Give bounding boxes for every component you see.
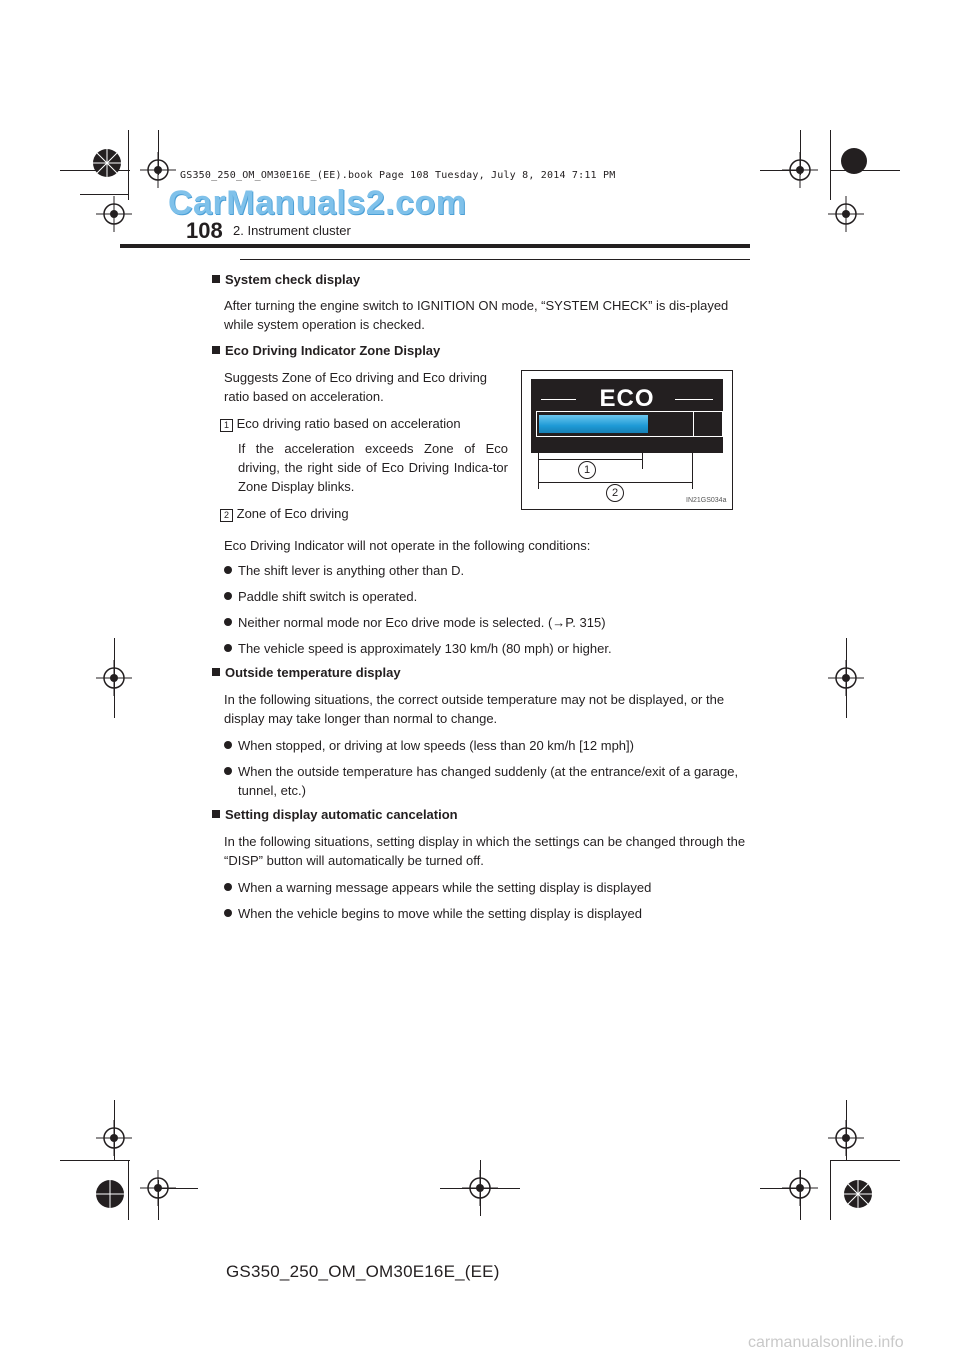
page-number: 108	[186, 218, 223, 243]
bullet-icon	[224, 644, 232, 652]
list-item: Neither normal mode nor Eco drive mode is selected. (→P. 315)	[224, 613, 606, 632]
callout-2-icon: 2	[606, 484, 624, 502]
footer-watermark: carmanualsonline.info	[748, 1334, 904, 1351]
eco-item-1: 1 Eco driving ratio based on acceleration	[220, 414, 461, 433]
bullet-icon	[224, 566, 232, 574]
watermark-logo: CarManuals2.com	[168, 184, 467, 222]
list-item: The vehicle speed is approximately 130 km/h (80 mph) or higher.	[224, 639, 612, 658]
registration-target-icon	[838, 1174, 878, 1214]
list-item: When the outside temperature has changed suddenly (at the entrance/exit of a garage, tunnel, etc.)	[224, 762, 752, 800]
section-title: 2. Instrument cluster	[233, 223, 351, 238]
registration-dot-icon	[836, 143, 872, 179]
crosshair-icon	[782, 152, 818, 188]
crosshair-icon	[828, 660, 864, 696]
outside-temp-body: In the following situations, the correct outside temperature may not be displayed, or the display may take longer than normal to change.	[224, 692, 725, 726]
list-item: When a warning message appears while the setting display is displayed	[224, 878, 651, 897]
registration-target-icon	[87, 143, 127, 183]
list-item: Paddle shift switch is operated.	[224, 587, 417, 606]
book-info: GS350_250_OM_OM30E16E_(EE).book Page 108 Tuesday, July 8, 2014 7:11 PM	[180, 170, 616, 181]
eco-intro: Suggests Zone of Eco driving and Eco driving ratio based on acceleration.	[224, 370, 488, 404]
crosshair-icon	[140, 1170, 176, 1206]
eco-conditions-intro: Eco Driving Indicator will not operate in the following conditions:	[224, 538, 591, 553]
crosshair-icon	[96, 196, 132, 232]
crosshair-icon	[96, 1120, 132, 1156]
eco-display-screen	[531, 379, 723, 453]
crosshair-icon	[96, 660, 132, 696]
registration-target-icon	[90, 1174, 130, 1214]
heading-auto-cancel: Setting display automatic cancelation	[212, 807, 458, 822]
crosshair-icon	[782, 1170, 818, 1206]
crosshair-icon	[140, 152, 176, 188]
heading-eco-indicator: Eco Driving Indicator Zone Display	[212, 343, 440, 358]
bullet-icon	[224, 741, 232, 749]
eco-item-2: 2 Zone of Eco driving	[220, 504, 349, 523]
auto-cancel-body: In the following situations, setting display in which the settings can be changed through the “DISP” button will automatically be turned off.	[224, 834, 746, 868]
figure-id: IN21GS034a	[686, 497, 727, 504]
bullet-icon	[224, 767, 232, 775]
bullet-icon	[224, 909, 232, 917]
eco-indicator-figure	[521, 370, 733, 510]
callout-1-icon: 1	[578, 461, 596, 479]
list-item: When stopped, or driving at low speeds (less than 20 km/h [12 mph])	[224, 736, 634, 755]
header-rule-thin	[240, 259, 750, 260]
callout-number-1: 1	[220, 419, 233, 432]
eco-zone-frame	[536, 411, 723, 437]
square-bullet-icon	[212, 346, 220, 354]
footer-code: GS350_250_OM_OM30E16E_(EE)	[226, 1262, 500, 1281]
square-bullet-icon	[212, 275, 220, 283]
crosshair-icon	[828, 1120, 864, 1156]
square-bullet-icon	[212, 668, 220, 676]
header-rule	[120, 244, 750, 248]
bullet-icon	[224, 618, 232, 626]
crosshair-icon	[462, 1170, 498, 1206]
bullet-icon	[224, 592, 232, 600]
square-bullet-icon	[212, 810, 220, 818]
callout-number-2: 2	[220, 509, 233, 522]
eco-ratio-bar	[539, 415, 648, 433]
eco-item-1-detail: If the acceleration exceeds Zone of Eco driving, the right side of Eco Driving Indica-tor Zone Display blinks.	[238, 441, 508, 494]
list-item: When the vehicle begins to move while the setting display is displayed	[224, 904, 642, 923]
system-check-body: After turning the engine switch to IGNITION ON mode, “SYSTEM CHECK” is dis-played while system operation is checked.	[224, 298, 729, 332]
heading-system-check: System check display	[212, 272, 360, 287]
heading-outside-temp: Outside temperature display	[212, 665, 401, 680]
bullet-icon	[224, 883, 232, 891]
eco-label: ECO	[599, 385, 655, 412]
list-item: The shift lever is anything other than D.	[224, 561, 464, 580]
crosshair-icon	[828, 196, 864, 232]
